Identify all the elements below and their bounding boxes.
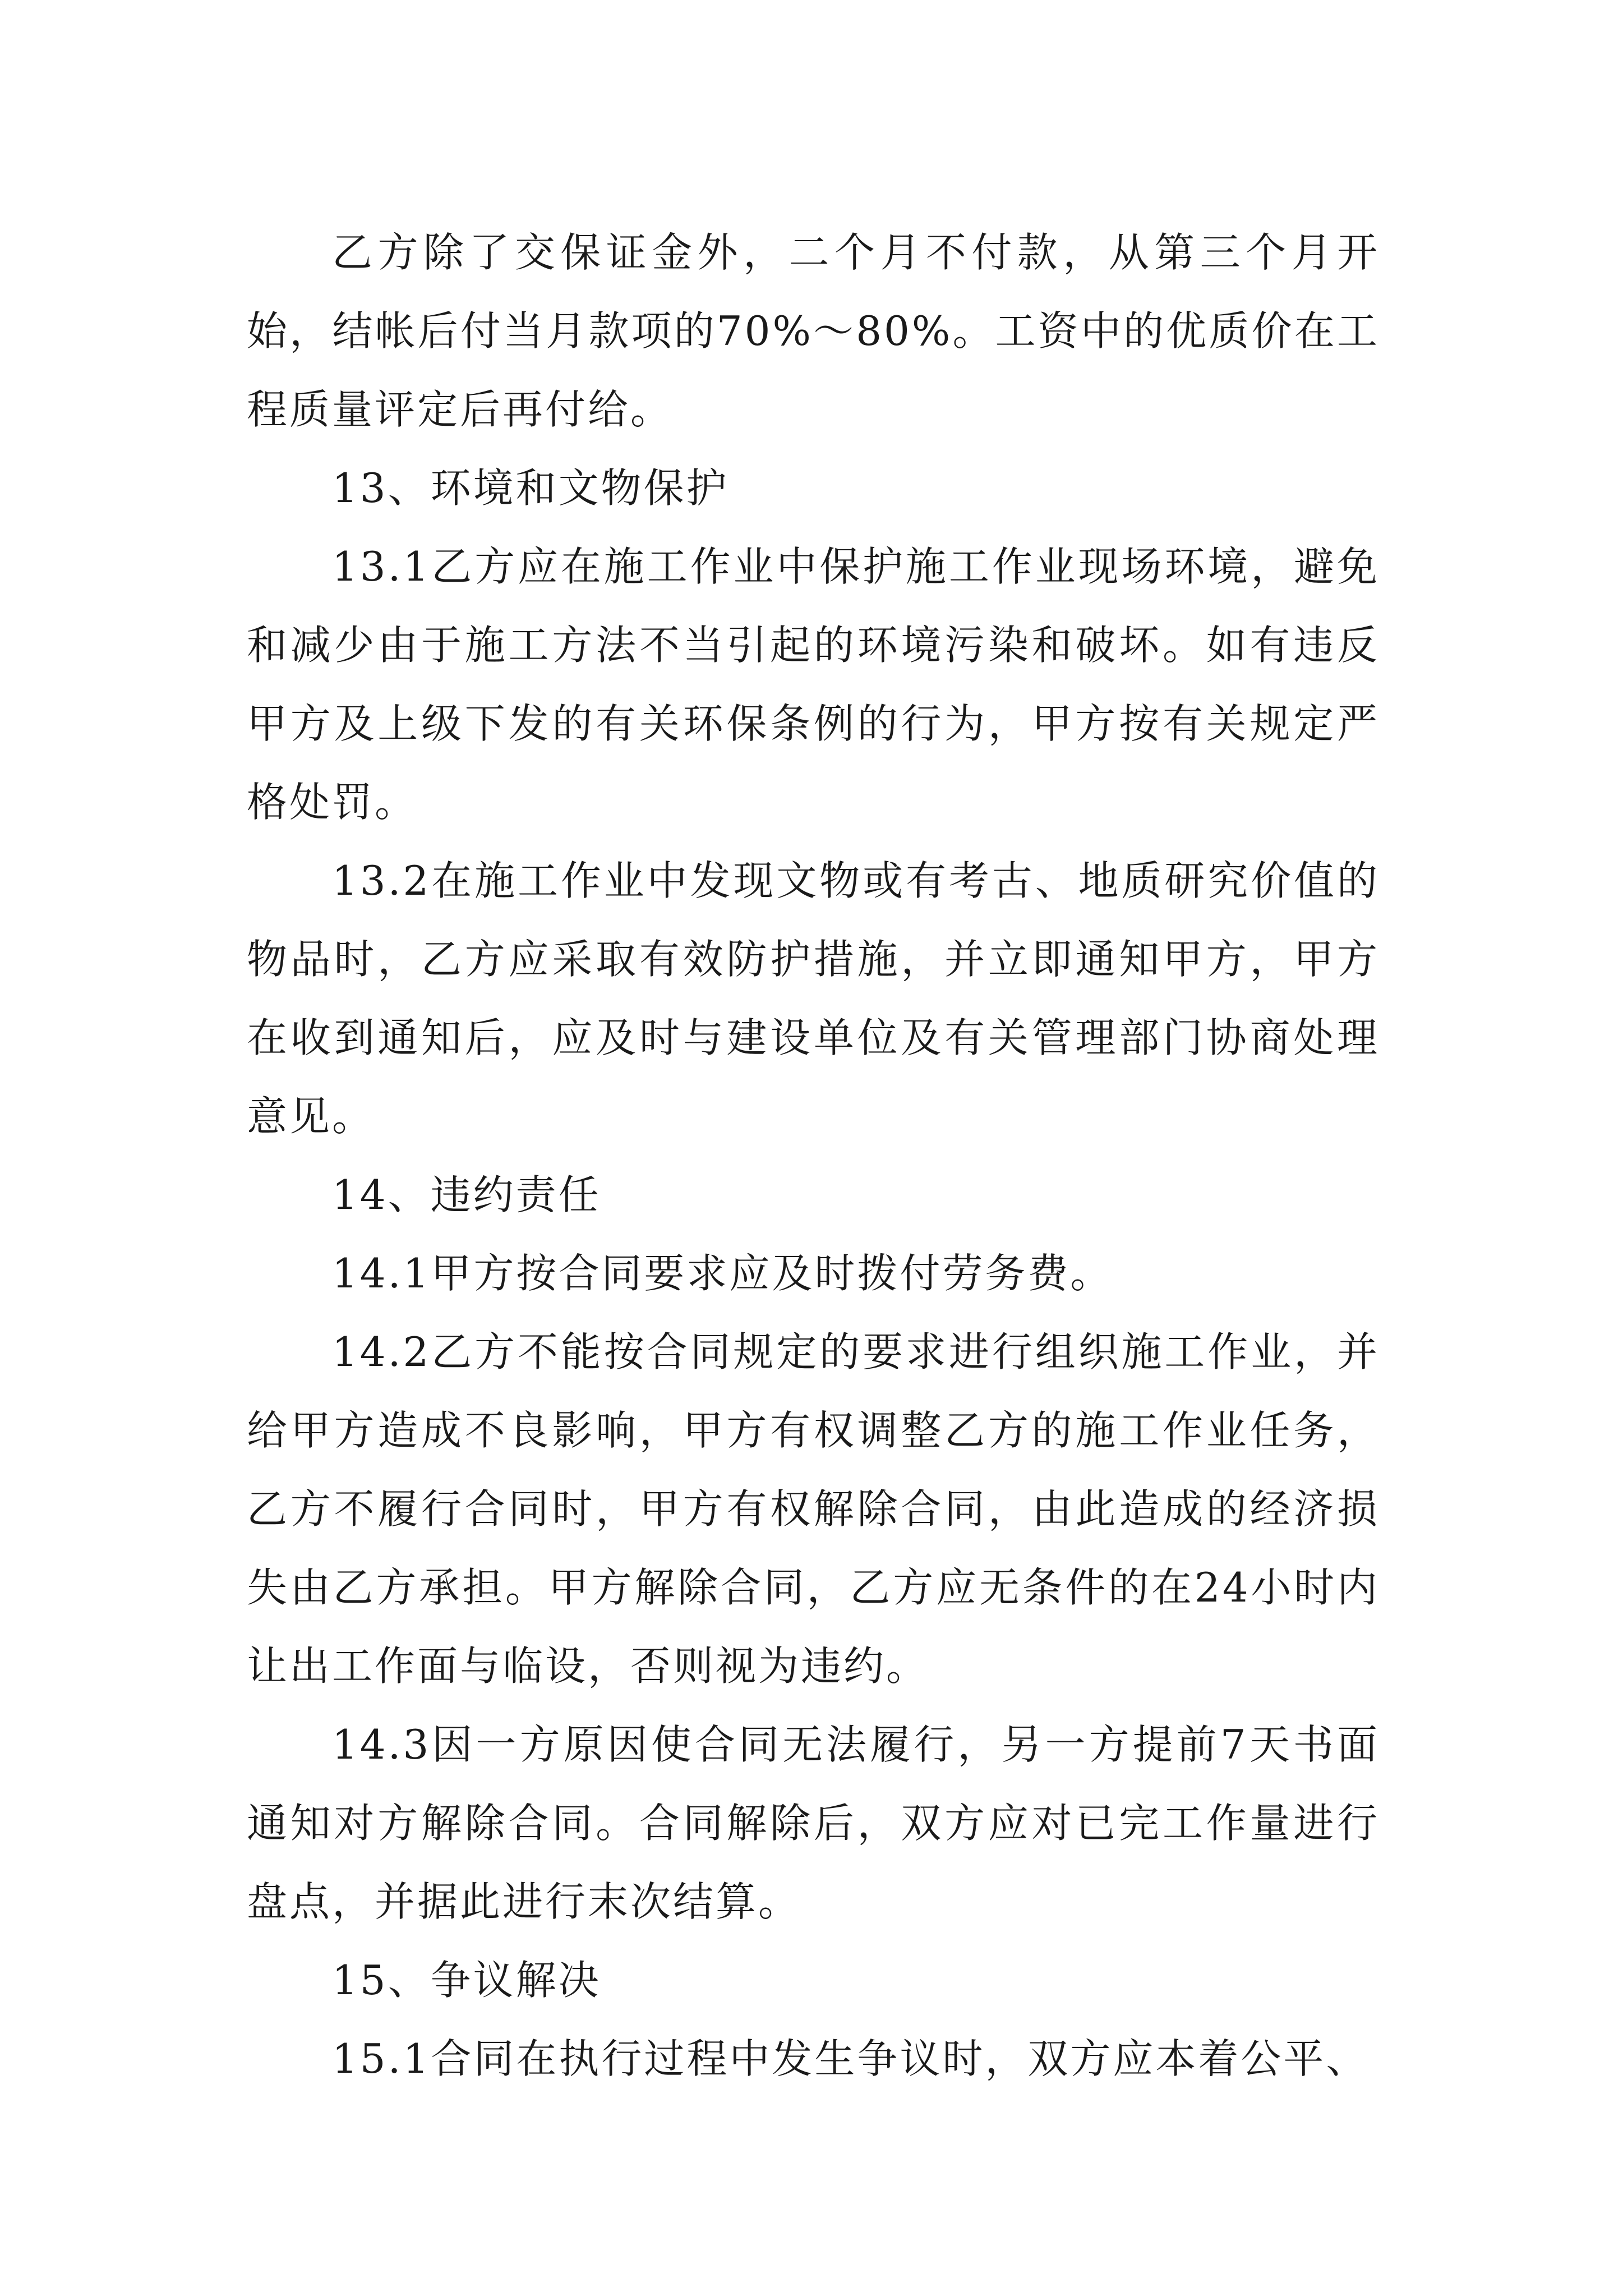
paragraph-payment-terms: 乙方除了交保证金外，二个月不付款，从第三个月开始，结帐后付当月款项的70%～80%。工资中的优质价在工程质量评定后再付给。 [247, 229, 1380, 433]
clause-14-3: 14.3因一方原因使合同无法履行，另一方提前7天书面通知对方解除合同。合同解除后，双方应对已完工作量进行盘点，并据此进行末次结算。 [247, 1721, 1380, 1925]
clause-14-1: 14.1甲方按合同要求应及时拨付劳务费。 [332, 1250, 1113, 1297]
section-heading-15: 15、争议解决 [332, 1957, 601, 2004]
document-body [247, 213, 1380, 2098]
clause-13-2: 13.2在施工作业中发现文物或有考古、地质研究价值的物品时，乙方应采取有效防护措施，并立即通知甲方，甲方在收到通知后，应及时与建设单位及有关管理部门协商处理意见。 [247, 857, 1380, 1140]
clause-13-1: 13.1乙方应在施工作业中保护施工作业现场环境，避免和减少由于施工方法不当引起的环境污染和破坏。如有违反甲方及上级下发的有关环保条例的行为，甲方按有关规定严格处罚。 [247, 543, 1380, 826]
section-heading-14: 14、违约责任 [332, 1171, 601, 1218]
section-heading-13: 13、环境和文物保护 [332, 464, 729, 512]
clause-15-1: 15.1合同在执行过程中发生争议时，双方应本着公平、 [332, 2035, 1369, 2082]
clause-14-2: 14.2乙方不能按合同规定的要求进行组织施工作业，并给甲方造成不良影响，甲方有权调整乙方的施工作业任务，乙方不履行合同时，甲方有权解除合同，由此造成的经济损失由乙方承担。甲方解除合同，乙方应无条件的在24小时内让出工作面与临设，否则视为违约。 [247, 1328, 1380, 1690]
